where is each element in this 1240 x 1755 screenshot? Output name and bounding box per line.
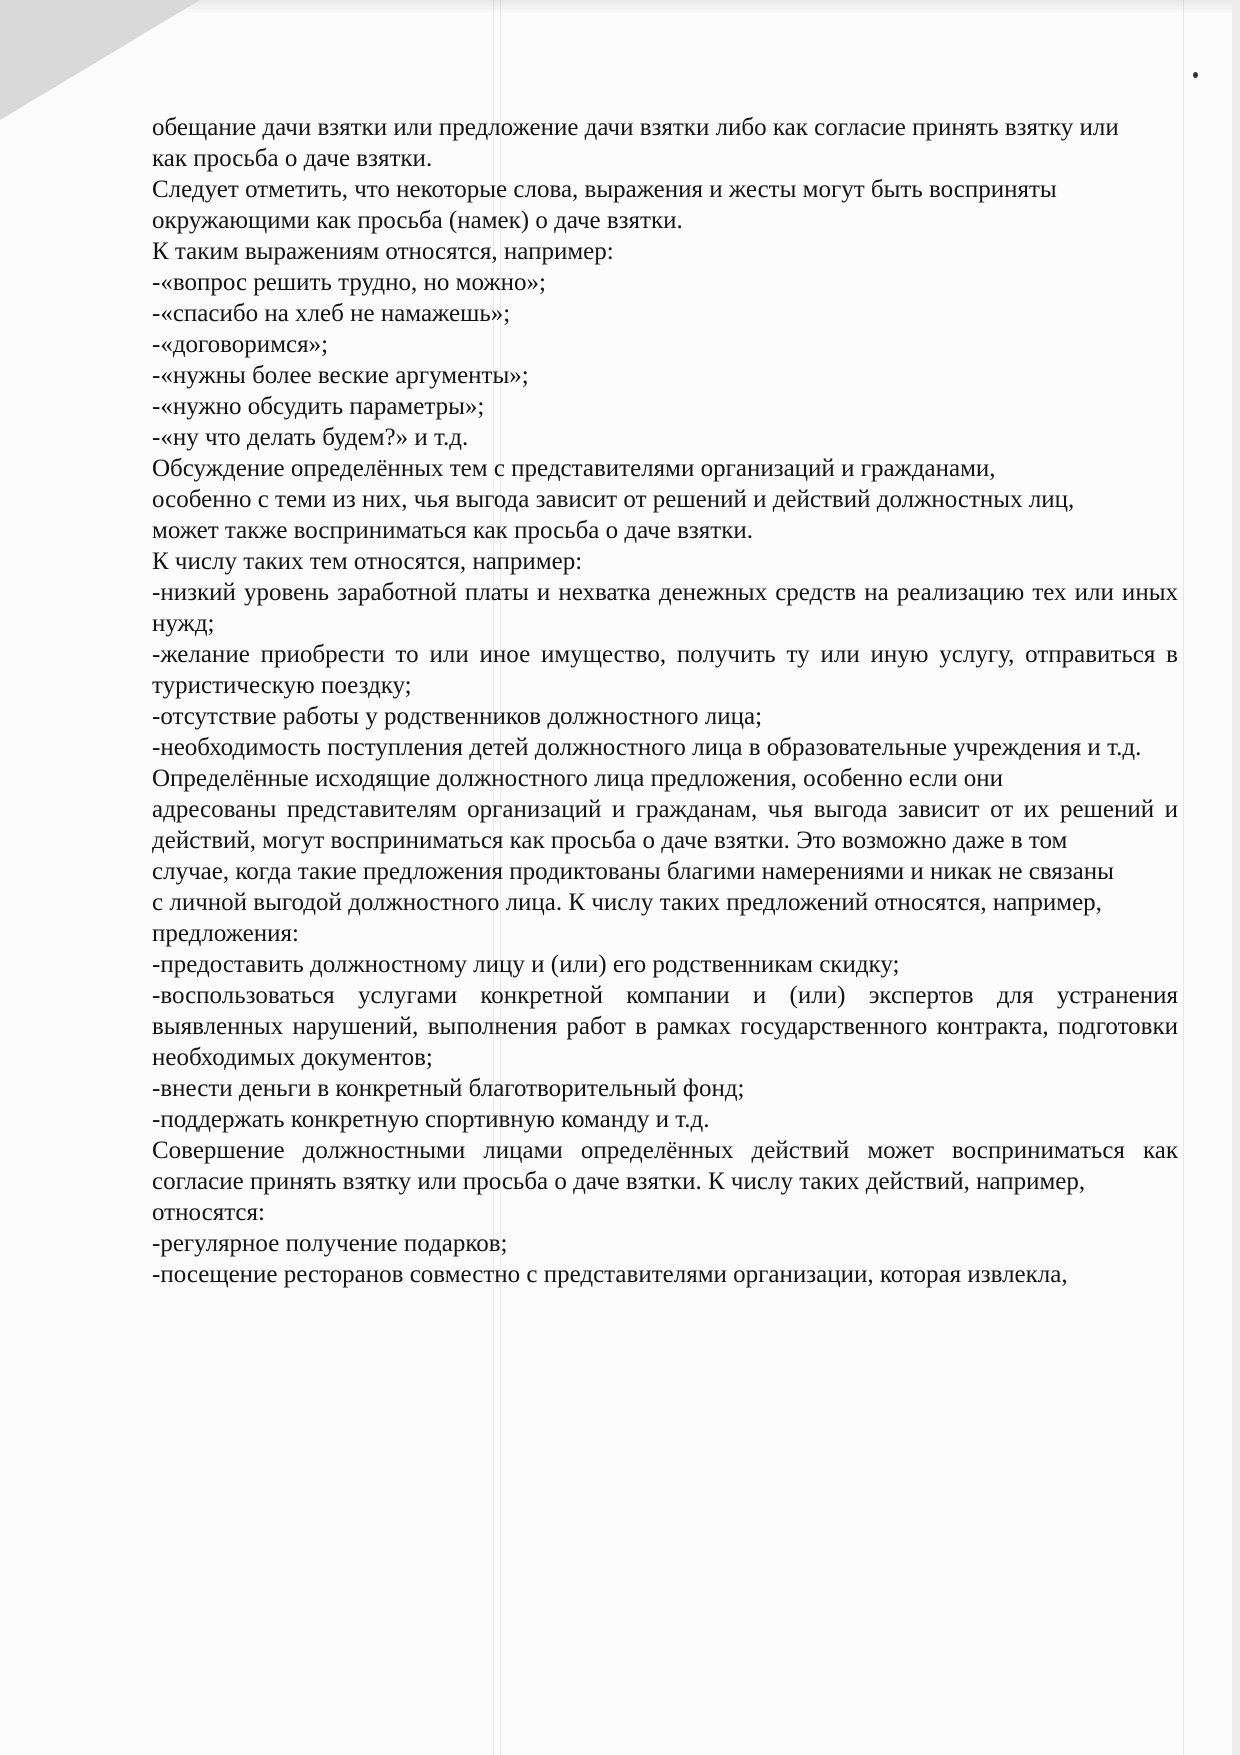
list-item: -«вопрос решить трудно, но можно»; <box>152 269 546 296</box>
text-line: К числу таких тем относятся, например: <box>152 548 583 575</box>
text-line: Обсуждение определённых тем с представителями организаций и гражданами, <box>152 455 996 482</box>
scan-speck <box>1193 72 1198 78</box>
list-item: -посещение ресторанов совместно с представителями организации, которая извлекла, <box>152 1261 1068 1288</box>
text-line: окружающими как просьба (намек) о даче взятки. <box>152 207 683 234</box>
list-item: -«договоримся»; <box>152 331 329 358</box>
text-line: Следует отметить, что некоторые слова, выражения и жесты могут быть восприняты <box>152 176 1057 203</box>
text-line: адресованы представителям организаций и гражданам, чья выгода зависит от их решений и действий, могут восприниматься как просьба о даче взятки. Это возможно даже в том <box>152 796 1178 854</box>
list-item: -низкий уровень заработной платы и нехватка денежных средств на реализацию тех или иных нужд; <box>152 579 1178 637</box>
text-line: как просьба о даче взятки. <box>152 145 433 172</box>
folded-corner <box>0 0 200 120</box>
list-item: -желание приобрести то или иное имущество, получить ту или иную услугу, отправиться в туристическую поездку; <box>152 641 1178 699</box>
list-item: -регулярное получение подарков; <box>152 1230 508 1257</box>
text-line: с личной выгодой должностного лица. К числу таких предложений относятся, например, <box>152 889 1102 916</box>
list-item: -предоставить должностному лицу и (или) его родственникам скидку; <box>152 951 900 978</box>
list-item: -«нужно обсудить параметры»; <box>152 393 485 420</box>
list-item: -поддержать конкретную спортивную команду и т.д. <box>152 1106 710 1133</box>
list-item: -«спасибо на хлеб не намажешь»; <box>152 300 511 327</box>
scan-right-edge <box>1232 0 1240 1755</box>
text-line: обещание дачи взятки или предложение дачи взятки либо как согласие принять взятку или <box>152 114 1119 141</box>
text-line: К таким выражениям относятся, например: <box>152 238 614 265</box>
list-item: -«ну что делать будем?» и т.д. <box>152 424 469 451</box>
list-item: -отсутствие работы у родственников должностного лица; <box>152 703 763 730</box>
text-line: относятся: <box>152 1199 265 1226</box>
text-line: случае, когда такие предложения продиктованы благими намерениями и никак не связаны <box>152 858 1114 885</box>
list-item: -воспользоваться услугами конкретной компании и (или) экспертов для устранения выявленных нарушений, выполнения работ в рамках государственного контракта, подготовки необходимых документов; <box>152 982 1178 1071</box>
text-line: предложения: <box>152 920 299 947</box>
text-line: Определённые исходящие должностного лица предложения, особенно если они <box>152 765 1004 792</box>
text-line: особенно с теми из них, чья выгода зависит от решений и действий должностных лиц, <box>152 486 1075 513</box>
list-item: -«нужны более веские аргументы»; <box>152 362 529 389</box>
scan-artifact-line <box>1183 0 1184 1755</box>
text-line: Совершение должностными лицами определённых действий может восприниматься как согласие принять взятку или просьба о даче взятки. К числу таких действий, например, <box>152 1137 1178 1195</box>
list-item: -необходимость поступления детей должностного лица в образовательные учреждения и т.д. <box>152 734 1142 761</box>
text-line: может также восприниматься как просьба о даче взятки. <box>152 517 754 544</box>
list-item: -внести деньги в конкретный благотворительный фонд; <box>152 1075 745 1102</box>
document-body <box>152 112 1178 1290</box>
